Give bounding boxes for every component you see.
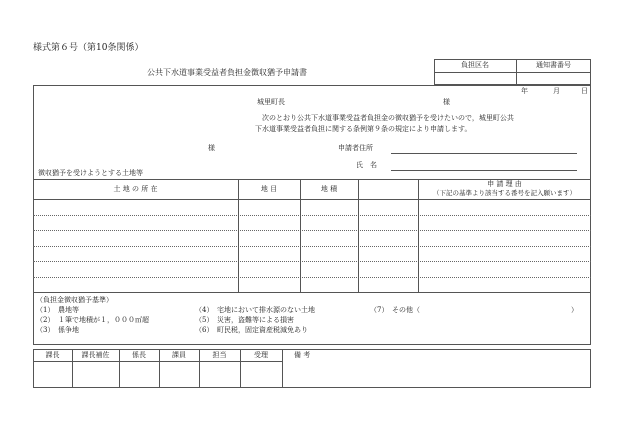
column-header-location: 土 地 の 所 在 <box>113 185 158 193</box>
date-month: 月 <box>553 87 560 95</box>
column-header-category: 地 目 <box>260 185 278 193</box>
criteria-item-7-close: ） <box>571 306 578 314</box>
remarks-label: 備 考 <box>294 351 311 359</box>
table-row[interactable] <box>34 278 590 292</box>
district-label: 負担区名 <box>461 61 489 69</box>
criteria-item-3: （3） 係争地 <box>36 326 79 334</box>
criteria-item-2: （2） １筆で地積が１，０００㎡超 <box>36 316 149 324</box>
column-header-reason-note: （下記の基準より該当する番号を記入願います） <box>433 189 576 197</box>
criteria-item-5: （5） 災害，盗難等による損害 <box>195 316 294 324</box>
district-field[interactable] <box>435 73 515 84</box>
table-row[interactable] <box>34 200 590 215</box>
table-row[interactable] <box>34 247 590 261</box>
criteria-item-7: （7） その他（ <box>370 306 420 314</box>
approval-col-staff: 課員 <box>172 351 186 359</box>
column-header-reason: 申 請 理 由 <box>487 180 522 188</box>
approval-col-in-charge: 担当 <box>212 351 227 359</box>
addressee-name: 城里町長 <box>257 98 285 106</box>
notice-number-label: 通知書番号 <box>536 61 571 69</box>
land-table-caption: 徴収猶予を受けようとする土地等 <box>38 169 143 177</box>
approval-col-assistant-chief: 課長補佐 <box>81 351 110 359</box>
addressee-honorific: 様 <box>443 98 450 106</box>
applicant-name-label: 氏 名 <box>356 161 377 169</box>
applicant-name-field[interactable] <box>391 170 577 171</box>
date-year: 年 <box>521 87 528 95</box>
criteria-item-6: （6） 町民税，固定資産税減免あり <box>195 326 308 334</box>
approval-col-subsection-chief: 係長 <box>132 351 146 359</box>
approval-col-received: 受理 <box>254 351 268 359</box>
body-text-line-1: 次のとおり公共下水道事業受益者負担金の徴収猶予を受けたいので，城里町公共 <box>262 114 514 122</box>
approval-col-section-chief: 課長 <box>45 351 60 359</box>
notice-number-field[interactable] <box>517 73 590 84</box>
table-row[interactable] <box>34 216 590 230</box>
form-number: 様式第６号（第10条関係） <box>33 43 144 53</box>
applicant-address-label: 申請者住所 <box>338 144 373 152</box>
body-text-line-2: 下水道事業受益者負担に関する条例第９条の規定により申請します。 <box>255 125 472 133</box>
table-row[interactable] <box>34 231 590 246</box>
column-header-area: 地 積 <box>320 185 338 193</box>
criteria-item-1: （1） 農地等 <box>36 306 79 314</box>
applicant-address-field[interactable] <box>391 153 577 154</box>
other-reason-field[interactable] <box>430 305 568 315</box>
applicant-honorific: 様 <box>208 144 215 152</box>
date-day: 日 <box>581 87 588 95</box>
form-title: 公共下水道事業受益者負担金徴収猶予申請書 <box>147 68 307 77</box>
criteria-item-4: （4） 宅地において排水源のない土地 <box>195 306 315 314</box>
criteria-heading: （負担金徴収猶予基準） <box>36 296 113 304</box>
table-row[interactable] <box>34 262 590 277</box>
